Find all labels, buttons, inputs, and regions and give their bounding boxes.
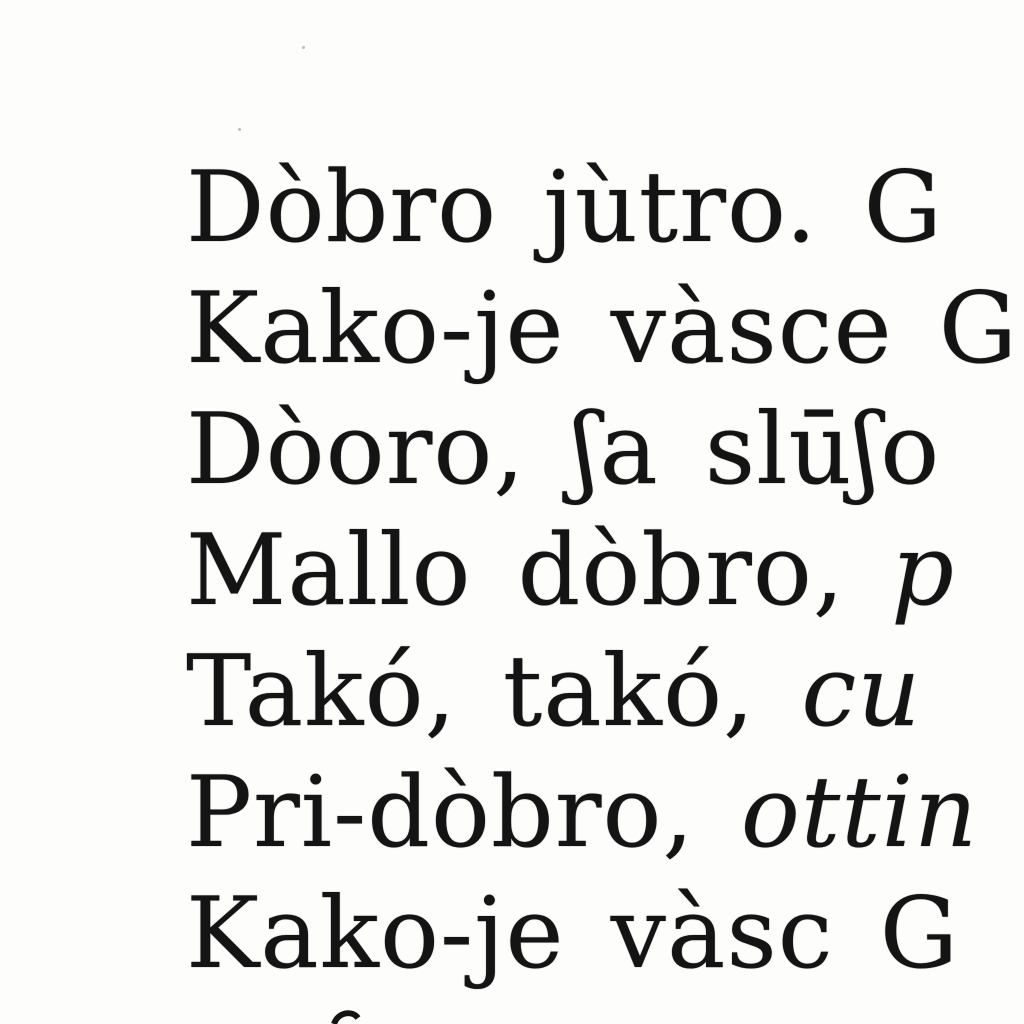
text-line-2: Kako-je vàsce G bbox=[186, 272, 1019, 386]
text-line-5: Takó, takó, cu bbox=[186, 635, 922, 749]
text-line-6: Pri-dòbro, ottin bbox=[186, 756, 979, 870]
text-line-3: Dòoro, ʃa slūʃo bbox=[186, 393, 941, 507]
paper-speck bbox=[238, 128, 241, 131]
text-line-7: Kako-je vàsc G bbox=[186, 877, 960, 991]
text-line-1: Dòbro jùtro. G bbox=[186, 151, 943, 265]
paper-speck bbox=[302, 46, 305, 49]
text-block bbox=[186, 148, 1024, 995]
cut-off-glyph-tops bbox=[330, 1008, 390, 1024]
text-line-4: Mallo dòbro, p bbox=[186, 514, 955, 628]
